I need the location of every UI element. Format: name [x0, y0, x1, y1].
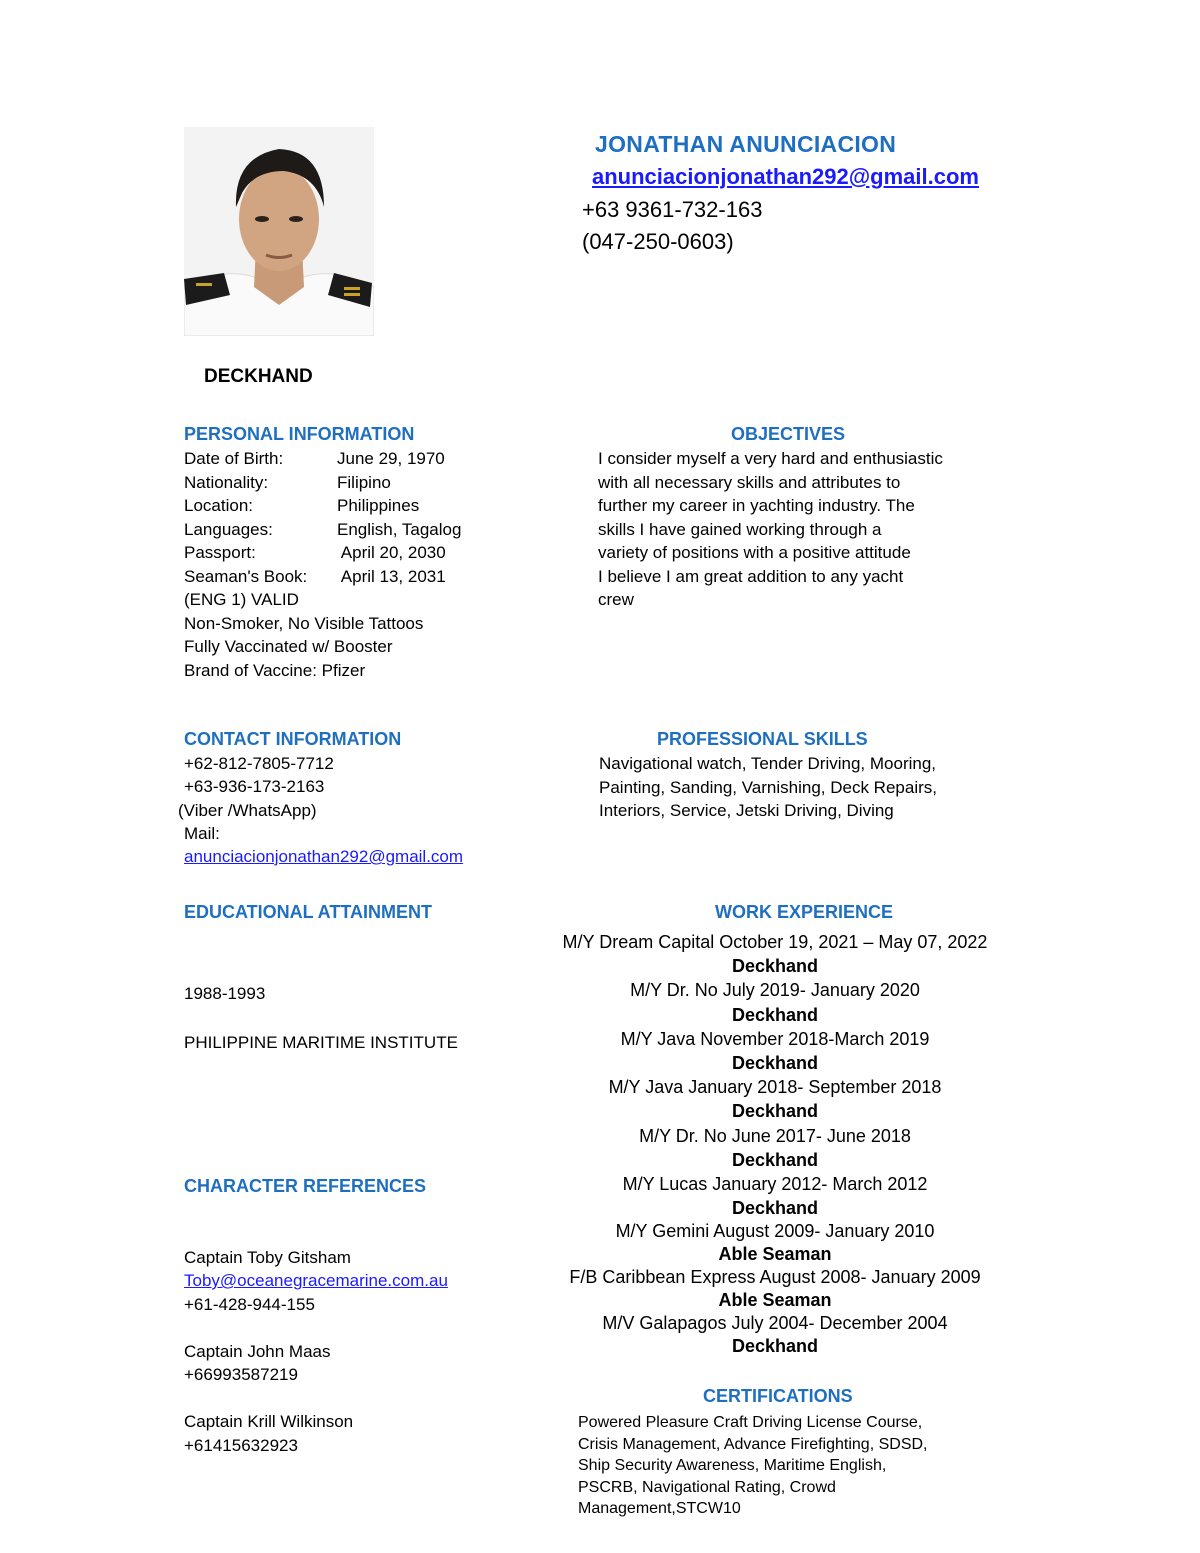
work-vessel: M/Y Java January 2018- September 2018	[608, 1077, 942, 1098]
nationality-row	[184, 471, 461, 495]
work-item	[510, 930, 1040, 978]
work-position: Deckhand	[731, 1101, 819, 1122]
references-heading: CHARACTER REFERENCES	[184, 1176, 427, 1196]
work-item	[510, 1124, 1040, 1172]
ref3-phone: +61415632923	[184, 1436, 298, 1455]
education-heading: EDUCATIONAL ATTAINMENT	[184, 902, 432, 922]
education-school: PHILIPPINE MARITIME INSTITUTE	[184, 1033, 458, 1052]
vaccine-brand-line: Brand of Vaccine: Pfizer	[184, 660, 366, 680]
work-position: Able Seaman	[718, 1244, 832, 1265]
eng1-line: (ENG 1) VALID	[184, 590, 299, 609]
ref1-phone: +61-428-944-155	[184, 1295, 315, 1314]
education-years: 1988-1993	[184, 984, 266, 1003]
contact-phone-2: +63-936-173-2163	[184, 777, 325, 796]
objectives-line: crew	[598, 590, 634, 609]
certifications-line: Ship Security Awareness, Maritime English,	[578, 1457, 887, 1474]
work-item	[510, 978, 1040, 1026]
dob-label: Date of Birth:	[184, 449, 284, 468]
work-vessel: M/Y Java November 2018-March 2019	[620, 1028, 930, 1049]
work-item	[510, 1266, 1040, 1312]
work-item	[510, 1172, 1040, 1220]
skills-heading: PROFESSIONAL SKILLS	[657, 729, 868, 749]
objectives-line: I consider myself a very hard and enthusiastic	[598, 449, 943, 468]
profile-photo	[184, 127, 374, 336]
candidate-name: JONATHAN ANUNCIACION	[595, 131, 897, 157]
passport-row	[184, 541, 461, 565]
certifications-line: Crisis Management, Advance Firefighting, SDSD,	[578, 1435, 928, 1453]
objectives-line: further my career in yachting industry. The	[598, 496, 915, 515]
work-heading: WORK EXPERIENCE	[715, 902, 894, 922]
languages-value: English, Tagalog	[337, 519, 462, 539]
objectives-line: I believe I am great addition to any yacht	[598, 566, 904, 586]
seamans-book-value: April 13, 2031	[337, 566, 446, 586]
objectives-line: with all necessary skills and attributes to	[598, 472, 901, 492]
nationality-value: Filipino	[337, 472, 391, 492]
work-vessel: M/Y Dr. No July 2019- January 2020	[630, 980, 920, 1001]
ref2-phone: +66993587219	[184, 1365, 298, 1384]
skills-line: Navigational watch, Tender Driving, Mooring,	[599, 754, 937, 773]
languages-label: Languages:	[184, 519, 273, 539]
passport-label: Passport:	[184, 543, 256, 562]
work-vessel: M/Y Dream Capital October 19, 2021 – May 07, 2022	[562, 932, 988, 952]
objectives-line: skills I have gained working through a	[598, 519, 882, 539]
certifications-text	[578, 1412, 927, 1520]
ref1-name: Captain Toby Gitsham	[184, 1248, 351, 1267]
personal-info-heading: PERSONAL INFORMATION	[184, 424, 415, 444]
work-position: Able Seaman	[718, 1290, 832, 1311]
personal-info-block	[184, 447, 461, 682]
work-vessel: M/Y Lucas January 2012- March 2012	[622, 1174, 928, 1195]
work-position: Deckhand	[731, 1004, 819, 1025]
work-position: Deckhand	[731, 956, 819, 977]
languages-row	[184, 518, 461, 542]
contact-apps: (Viber /WhatsApp)	[178, 801, 317, 820]
dob-row	[184, 447, 461, 471]
seamans-book-row	[184, 565, 461, 589]
certifications-heading: CERTIFICATIONS	[703, 1386, 853, 1406]
work-position: Deckhand	[731, 1149, 819, 1170]
ref1-email-link[interactable]: Toby@oceanegracemarine.com.au	[184, 1271, 448, 1290]
seamans-book-label: Seaman's Book:	[184, 566, 308, 586]
skills-line: Painting, Sanding, Varnishing, Deck Repairs,	[599, 777, 937, 797]
work-item	[510, 1027, 1040, 1075]
work-item	[510, 1075, 1040, 1123]
header-phone: +63 9361-732-163	[582, 197, 763, 222]
work-vessel: M/V Galapagos July 2004- December 2004	[602, 1313, 948, 1334]
ref2-name: Captain John Maas	[184, 1342, 331, 1361]
objectives-line: variety of positions with a positive attitude	[598, 543, 911, 562]
certifications-line: Management,STCW10	[578, 1500, 741, 1517]
header-email-link[interactable]: anunciacionjonathan292@gmail.com	[592, 164, 979, 189]
certifications-line: Powered Pleasure Craft Driving License Course,	[578, 1414, 923, 1431]
ref3-name: Captain Krill Wilkinson	[184, 1412, 354, 1431]
objectives-text	[598, 447, 943, 612]
location-value: Philippines	[337, 496, 420, 515]
location-row	[184, 494, 461, 518]
header-landline: (047-250-0603)	[582, 229, 734, 254]
work-item	[510, 1220, 1040, 1266]
skills-text	[599, 752, 937, 823]
work-position: Deckhand	[731, 1053, 819, 1074]
work-vessel: M/Y Gemini August 2009- January 2010	[615, 1221, 935, 1242]
work-position: Deckhand	[731, 1198, 819, 1219]
work-position: Deckhand	[731, 1336, 819, 1357]
contact-phone-1: +62-812-7805-7712	[184, 754, 334, 773]
work-vessel: F/B Caribbean Express August 2008- January 2009	[569, 1267, 981, 1288]
position-title: DECKHAND	[204, 366, 313, 387]
passport-value: April 20, 2030	[337, 543, 446, 562]
skills-line: Interiors, Service, Jetski Driving, Diving	[599, 801, 894, 820]
contact-mail-label: Mail:	[184, 824, 220, 843]
objectives-heading: OBJECTIVES	[731, 424, 846, 444]
contact-heading: CONTACT INFORMATION	[184, 729, 402, 749]
contact-email-link[interactable]: anunciacionjonathan292@gmail.com	[184, 847, 464, 866]
vaccinated-line: Fully Vaccinated w/ Booster	[184, 637, 393, 656]
nationality-label: Nationality:	[184, 472, 269, 492]
work-vessel: M/Y Dr. No June 2017- June 2018	[639, 1125, 911, 1146]
location-label: Location:	[184, 496, 253, 515]
portrait-image	[184, 127, 374, 336]
smoker-line: Non-Smoker, No Visible Tattoos	[184, 613, 424, 633]
dob-value: June 29, 1970	[337, 449, 445, 468]
work-item	[510, 1312, 1040, 1358]
certifications-line: PSCRB, Navigational Rating, Crowd	[578, 1478, 836, 1496]
work-list	[510, 930, 1040, 1358]
